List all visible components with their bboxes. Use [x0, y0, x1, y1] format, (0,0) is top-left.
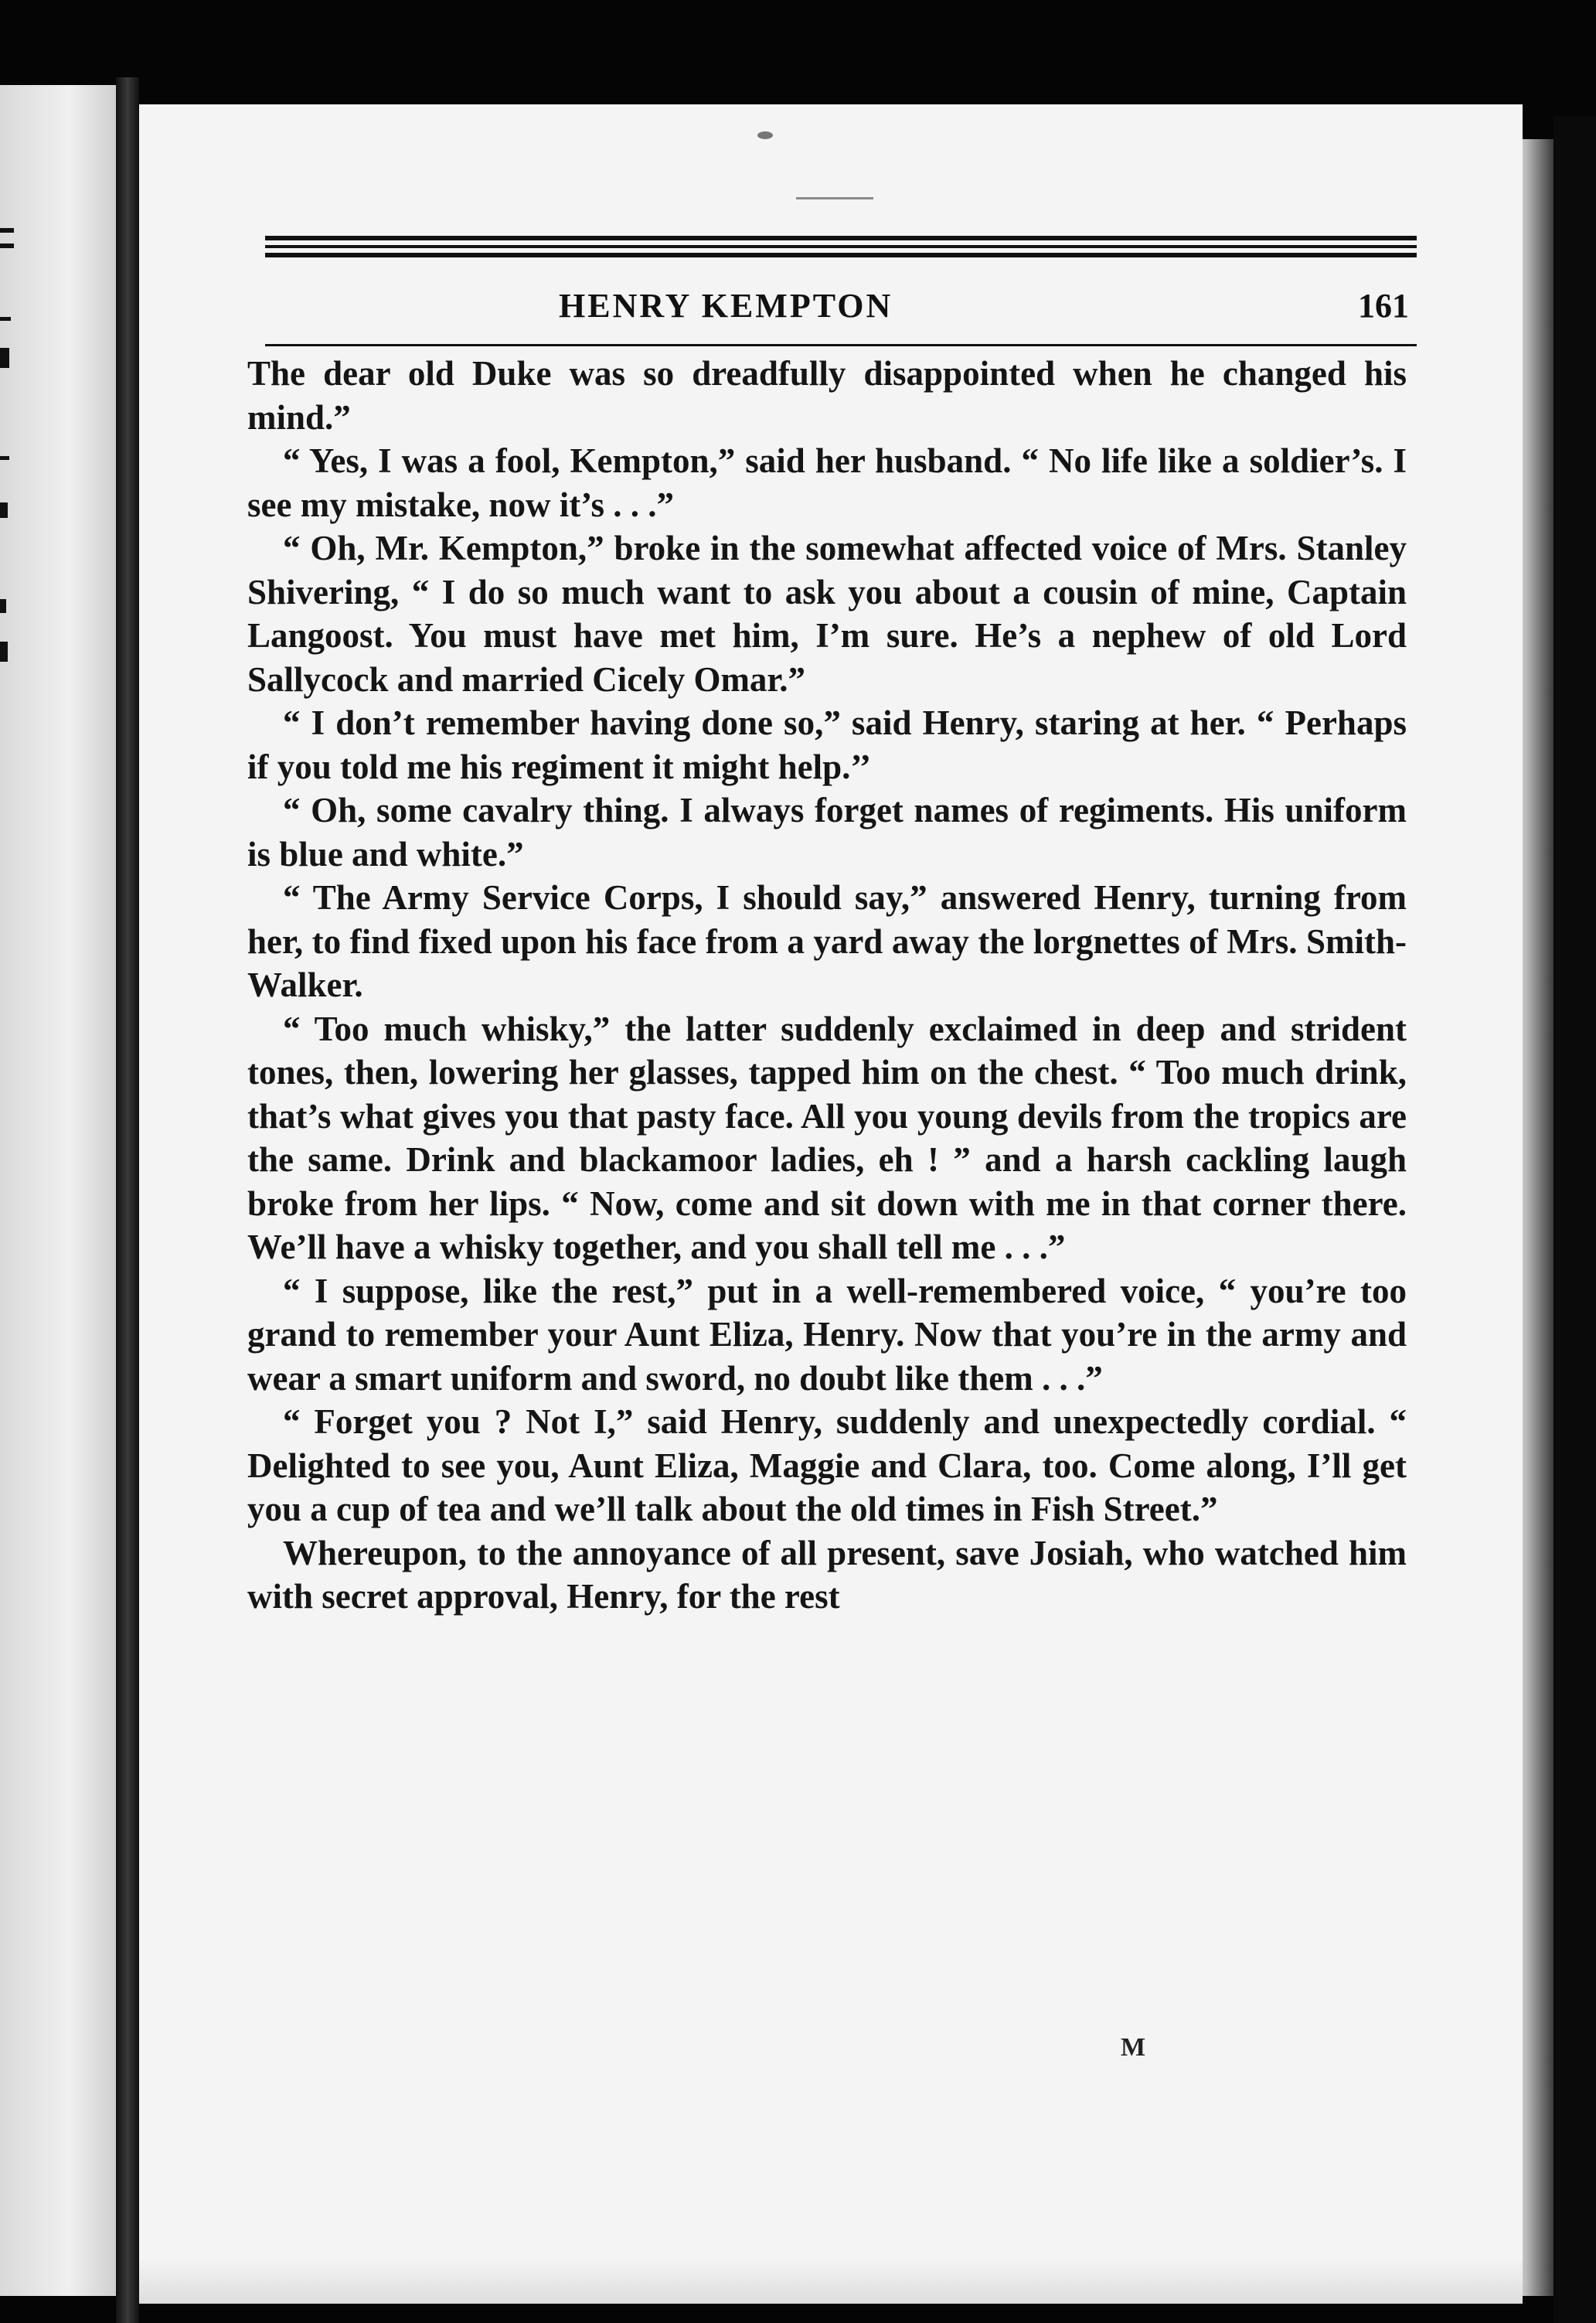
paragraph: “ I suppose, like the rest,” put in a well-remembered voice, “ you’re too grand to remember your Aunt Eliza, Henry. Now that you’re in the army and wear a smart uniform and sword, no doubt like them . . .”	[247, 1271, 1407, 1398]
facing-page-text-fragments	[0, 85, 31, 2296]
scan-border-right	[1553, 116, 1596, 2323]
book-page	[139, 104, 1523, 2304]
book-gutter	[116, 77, 139, 2323]
running-title: HENRY KEMPTON	[559, 287, 893, 325]
running-head	[265, 286, 1417, 340]
paragraph: “ Oh, Mr. Kempton,” broke in the somewhat affected voice of Mrs. Stanley Shivering, “ I do so much want to ask you about a cousin of mine, Captain Langoost. You must have met him, I’m sure. He’s a nephew of old Lord Sallycock and married Cicely Omar.”	[247, 529, 1407, 699]
paragraph: “ Oh, some cavalry thing. I always forget names of regiments. His uniform is blue and white.”	[247, 791, 1407, 874]
paragraph: The dear old Duke was so dreadfully disappointed when he changed his mind.”	[247, 354, 1407, 437]
scan-smudge	[757, 131, 773, 139]
paragraph: Whereupon, to the annoyance of all present, save Josiah, who watched him with secret approval, Henry, for the rest	[247, 1533, 1407, 1616]
page-bottom-shadow	[139, 2257, 1523, 2304]
paragraph: “ I don’t remember having done so,” said Henry, staring at her. “ Perhaps if you told me his regiment it might help.’’	[247, 703, 1407, 786]
header-rule-thick	[265, 236, 1417, 240]
header-rule-thin	[265, 245, 1417, 248]
scan-mark	[796, 197, 873, 199]
signature-mark: M	[1121, 2033, 1146, 2062]
running-head-rule	[265, 344, 1417, 346]
header-rule-thick-lower	[265, 253, 1417, 257]
paragraph: “ The Army Service Corps, I should say,” answered Henry, turning from her, to find fixed upon his face from a yard away the lorgnettes of Mrs. Smith-Walker.	[247, 878, 1407, 1004]
paragraph: “ Yes, I was a fool, Kempton,” said her husband. “ No life like a soldier’s. I see my mistake, now it’s . . .”	[247, 441, 1407, 524]
facing-page-edge	[0, 85, 116, 2296]
body-text	[247, 352, 1407, 1619]
page-number: 161	[1358, 287, 1409, 325]
paragraph: “ Forget you ? Not I,” said Henry, suddenly and unexpectedly cordial. “ Delighted to see you, Aunt Eliza, Maggie and Clara, too. Come along, I’ll get you a cup of tea and we’ll talk about the old times in Fish Street.”	[247, 1402, 1407, 1528]
paragraph: “ Too much whisky,” the latter suddenly exclaimed in deep and strident tones, then, lowering her glasses, tapped him on the chest. “ Too much drink, that’s what gives you that pasty face. All you young devils from the tropics are the same. Drink and blackamoor ladies, eh ! ” and a harsh cackling laugh broke from her lips. “ Now, come and sit down with me in that corner there. We’ll have a whisky together, and you shall tell me . . .”	[247, 1009, 1407, 1266]
